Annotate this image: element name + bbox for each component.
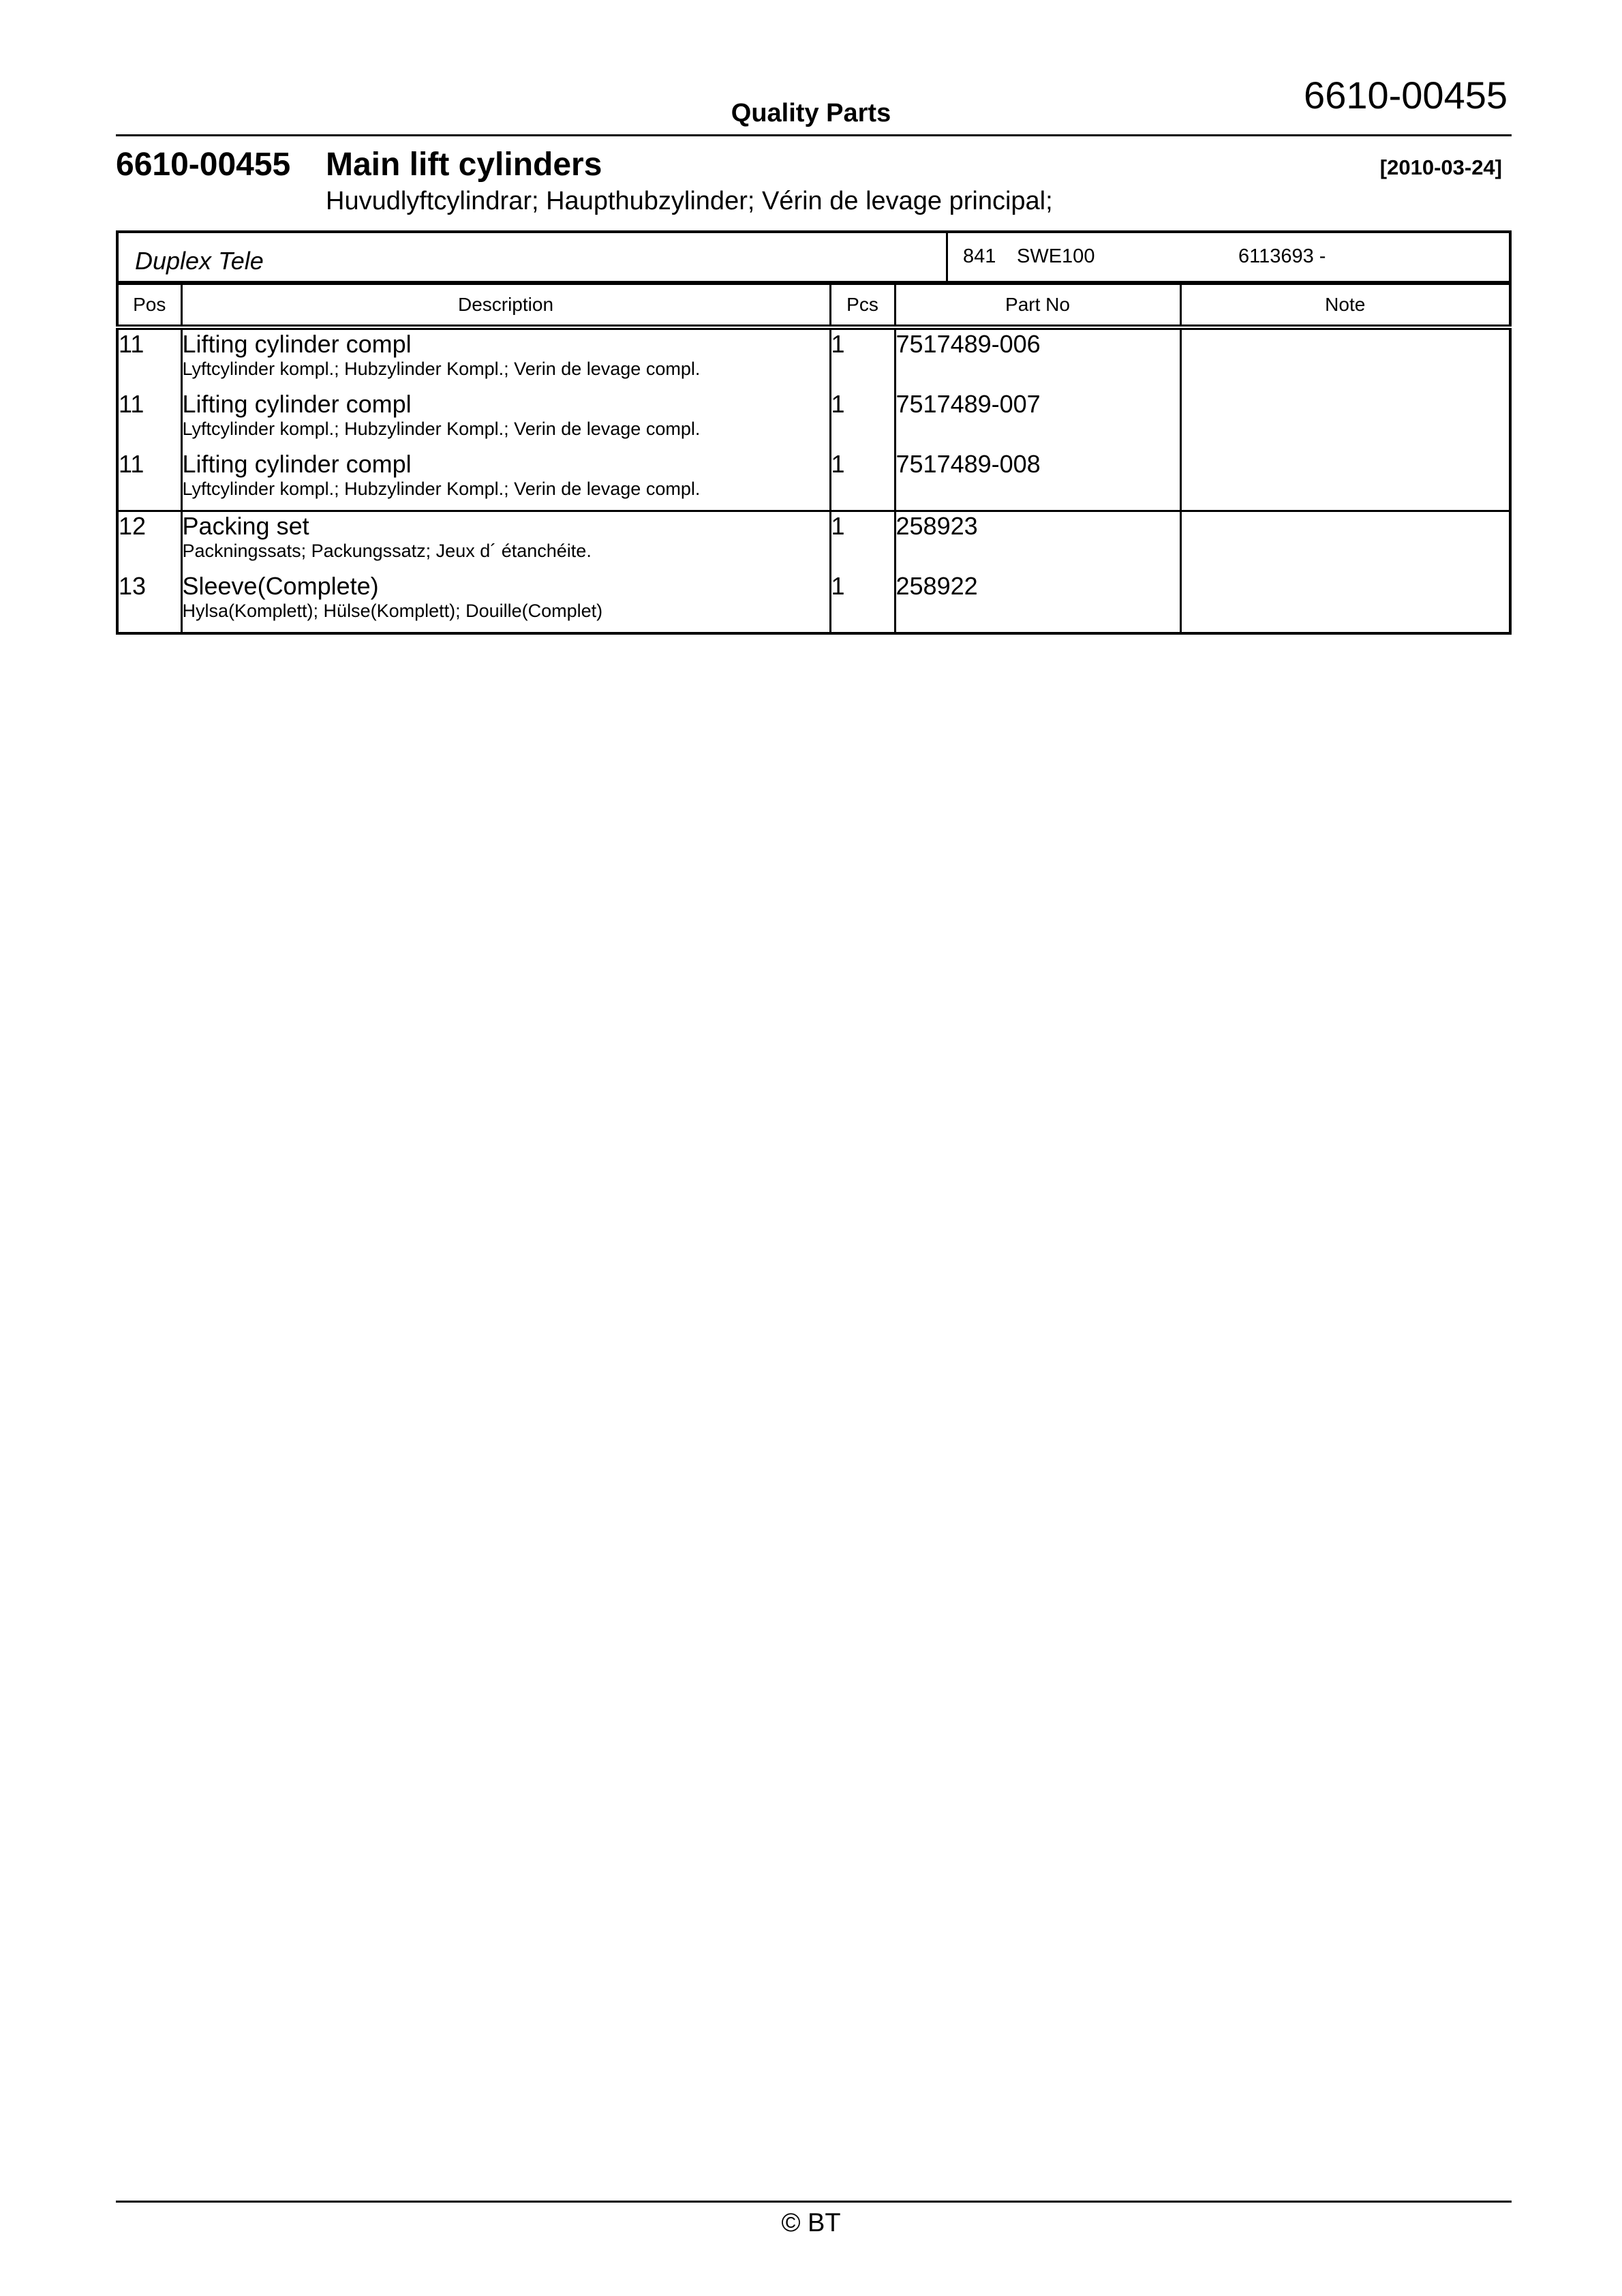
row-description-cell: [181, 572, 830, 633]
row-part-no: 7517489-007: [895, 390, 1180, 450]
row-part-no: 7517489-008: [895, 450, 1180, 511]
table-row: [117, 327, 1510, 390]
model-serial-range: 6113693 -: [1238, 245, 1326, 267]
row-translations: Packningssats; Packungssatz; Jeux d´ étanchéite.: [182, 541, 592, 562]
table-row: [117, 572, 1510, 633]
title-translations: Huvudlyftcylindrar; Haupthubzylinder; Vérin de levage principal;: [326, 187, 1053, 215]
footer-copyright: © BT: [781, 2209, 841, 2237]
footer-divider: [116, 2201, 1512, 2203]
row-pcs: 1: [830, 511, 895, 573]
row-pos: 13: [117, 572, 181, 633]
row-pos: 11: [117, 450, 181, 511]
model-code: 841: [963, 245, 996, 267]
row-description-cell: [181, 390, 830, 450]
row-note: [1180, 327, 1510, 390]
row-description: Packing set: [182, 512, 309, 540]
row-pcs: 1: [830, 327, 895, 390]
row-translations: Hylsa(Komplett); Hülse(Komplett); Douille(Complet): [182, 601, 603, 622]
column-header-pcs: Pcs: [830, 284, 895, 327]
row-note: [1180, 390, 1510, 450]
row-pos: 11: [117, 390, 181, 450]
row-pcs: 1: [830, 572, 895, 633]
row-part-no: 7517489-006: [895, 327, 1180, 390]
column-header-note: Note: [1180, 284, 1510, 327]
row-translations: Lyftcylinder kompl.; Hubzylinder Kompl.; Verin de levage compl.: [182, 419, 701, 440]
column-header-part-no: Part No: [895, 284, 1180, 327]
column-header-pos: Pos: [117, 284, 181, 327]
row-note: [1180, 572, 1510, 633]
row-description: Lifting cylinder compl: [182, 450, 412, 478]
row-part-no: 258922: [895, 572, 1180, 633]
column-header-description: Description: [181, 284, 830, 327]
model-name: Duplex Tele: [135, 247, 264, 275]
row-note: [1180, 511, 1510, 573]
table-row: [117, 390, 1510, 450]
table-row: [117, 450, 1510, 511]
model-divider: [946, 233, 948, 281]
table-header-row: [117, 284, 1510, 327]
row-part-no: 258923: [895, 511, 1180, 573]
row-translations: Lyftcylinder kompl.; Hubzylinder Kompl.; Verin de levage compl.: [182, 359, 701, 380]
parts-table: [116, 282, 1512, 635]
row-translations: Lyftcylinder kompl.; Hubzylinder Kompl.; Verin de levage compl.: [182, 479, 701, 500]
header-doc-number: 6610-00455: [1304, 74, 1508, 117]
row-pcs: 1: [830, 390, 895, 450]
title-name: Main lift cylinders: [326, 147, 602, 183]
row-pos: 11: [117, 327, 181, 390]
model-info-box: [116, 230, 1512, 284]
row-description-cell: [181, 327, 830, 390]
header-divider: [116, 134, 1512, 136]
row-description-cell: [181, 511, 830, 573]
row-description: Sleeve(Complete): [182, 572, 379, 600]
table-row: [117, 511, 1510, 573]
row-pos: 12: [117, 511, 181, 573]
title-code: 6610-00455: [116, 147, 291, 183]
row-description: Lifting cylinder compl: [182, 390, 412, 418]
model-type: SWE100: [1017, 245, 1095, 267]
header-title: Quality Parts: [731, 99, 891, 127]
row-description-cell: [181, 450, 830, 511]
title-date: [2010-03-24]: [1379, 155, 1502, 179]
row-description: Lifting cylinder compl: [182, 330, 412, 358]
row-note: [1180, 450, 1510, 511]
row-pcs: 1: [830, 450, 895, 511]
